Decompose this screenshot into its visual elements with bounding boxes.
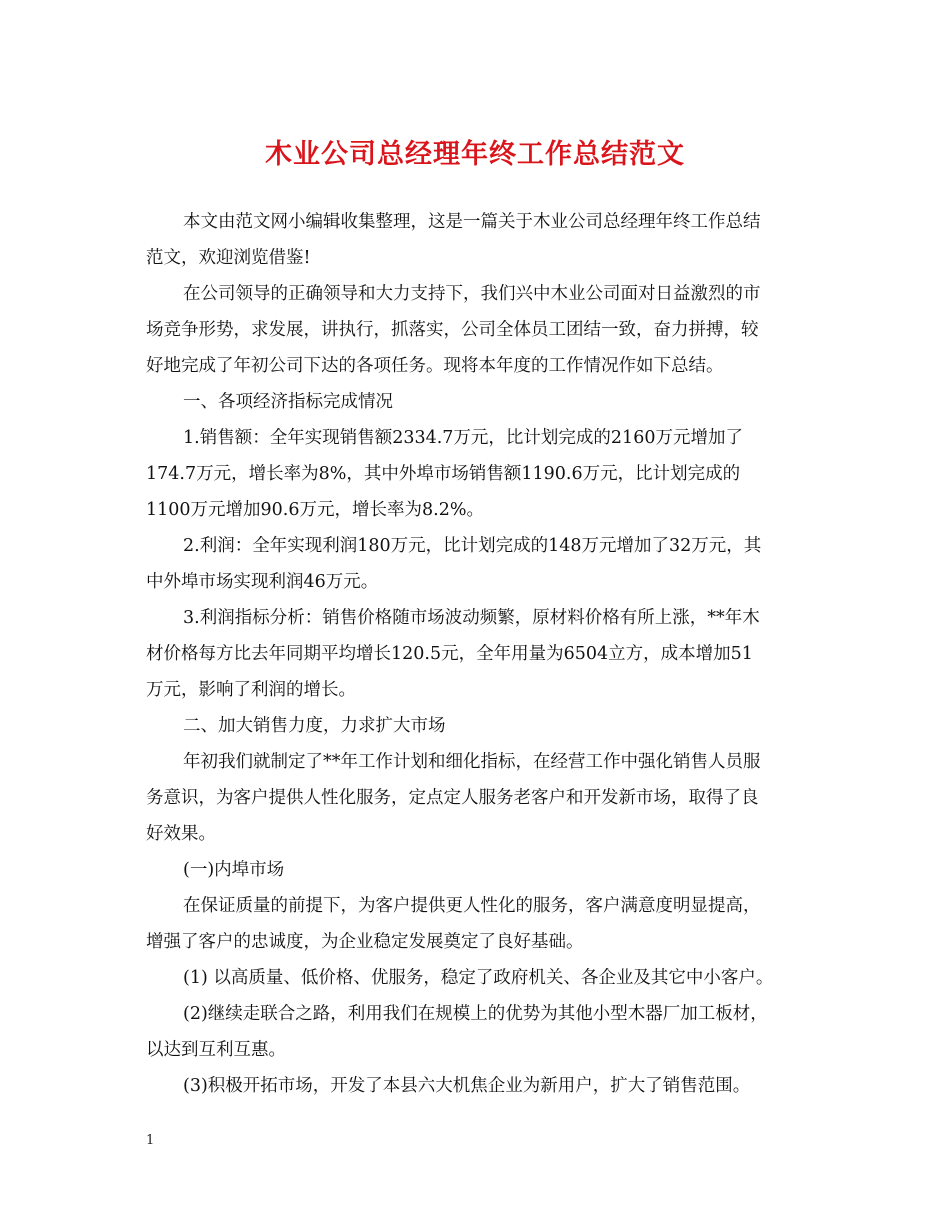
page-number: 1 <box>146 1133 155 1148</box>
paragraph-line: 材价格每方比去年同期平均增长120.5元，全年用量为6504立方，成本增加51 <box>146 644 753 664</box>
paragraph-line: 174.7万元，增长率为8%，其中外埠市场销售额1190.6万元，比计划完成的 <box>146 464 741 484</box>
section-heading: 一、各项经济指标完成情况 <box>183 392 393 412</box>
document-title: 木业公司总经理年终工作总结范文 <box>265 139 685 170</box>
paragraph-line: 好效果。 <box>146 824 216 844</box>
document-body <box>146 204 811 1104</box>
paragraph-line: 万元，影响了利润的增长。 <box>146 680 356 700</box>
section-heading: 二、加大销售力度，力求扩大市场 <box>183 716 446 736</box>
paragraph-line: 2.利润：全年实现利润180万元，比计划完成的148万元增加了32万元，其 <box>183 536 762 556</box>
paragraph-line: 场竞争形势，求发展，讲执行，抓落实，公司全体员工团结一致，奋力拼搏，较 <box>146 320 759 340</box>
list-item: (1) 以高质量、低价格、优服务，稳定了政府机关、各企业及其它中小客户。 <box>183 968 774 988</box>
subsection-heading: (一)内埠市场 <box>183 860 285 880</box>
list-item: (3)积极开拓市场，开发了本县六大机焦企业为新用户，扩大了销售范围。 <box>183 1076 751 1096</box>
paragraph-line: 年初我们就制定了**年工作计划和细化指标，在经营工作中强化销售人员服 <box>183 752 761 772</box>
paragraph-line: 中外埠市场实现利润46万元。 <box>146 572 379 592</box>
paragraph-line: 好地完成了年初公司下达的各项任务。现将本年度的工作情况作如下总结。 <box>146 356 724 376</box>
paragraph-line: 范文，欢迎浏览借鉴! <box>146 248 311 268</box>
list-item-continuation: 以达到互利互惠。 <box>146 1040 286 1060</box>
paragraph-line: 1100万元增加90.6万元，增长率为8.2%。 <box>146 500 484 520</box>
paragraph-line: 在公司领导的正确领导和大力支持下，我们兴中木业公司面对日益激烈的市 <box>183 284 761 304</box>
paragraph-line: 务意识，为客户提供人性化服务，定点定人服务老客户和开发新市场，取得了良 <box>146 788 759 808</box>
paragraph-line: 增强了客户的忠诚度，为企业稳定发展奠定了良好基础。 <box>146 932 584 952</box>
paragraph-line: 本文由范文网小编辑收集整理，这是一篇关于木业公司总经理年终工作总结 <box>183 212 761 232</box>
paragraph-line: 1.销售额：全年实现销售额2334.7万元，比计划完成的2160万元增加了 <box>183 428 743 448</box>
paragraph-line: 3.利润指标分析：销售价格随市场波动频繁，原材料价格有所上涨，**年木 <box>183 608 760 628</box>
list-item: (2)继续走联合之路，利用我们在规模上的优势为其他小型木器厂加工板材， <box>183 1004 768 1024</box>
paragraph-line: 在保证质量的前提下，为客户提供更人性化的服务，客户满意度明显提高， <box>183 896 761 916</box>
